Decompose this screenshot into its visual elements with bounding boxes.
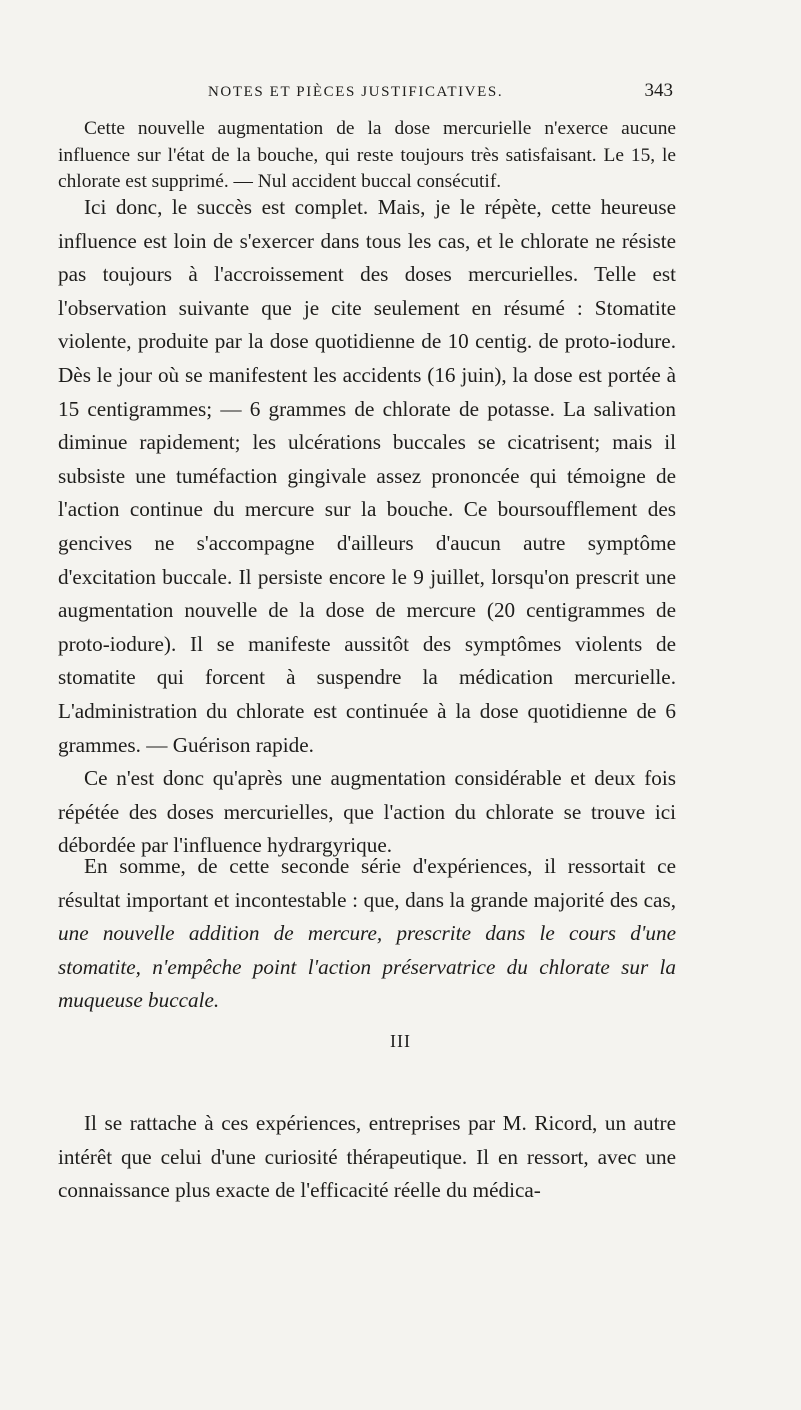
page-header	[208, 80, 673, 110]
paragraph-text: Ce n'est donc qu'après une augmentation considérable et deux fois répétée des doses mercurielles, que l'action du chlorate se trouve ici débordée par l'influence hydrargyrique.	[58, 766, 676, 858]
paragraph-text	[58, 850, 676, 1018]
conclusion-lead: En somme, de cette seconde série d'expériences, il ressortait ce résultat important et incontestable : que, dans la grande majorité des cas,	[58, 854, 676, 912]
paragraph-section-three	[58, 1107, 676, 1208]
section-number: III	[390, 1031, 411, 1051]
paragraph-conclusion	[58, 850, 676, 1018]
conclusion-italic: une nouvelle addition de mercure, prescrite dans le cours d'une stomatite, n'empêche point l'action préservatrice du chlorate sur la muqueuse buccale.	[58, 921, 676, 1013]
paragraph-text: Il se rattache à ces expériences, entreprises par M. Ricord, un autre intérêt que celui d'une curiosité thérapeutique. Il en ressort, avec une connaissance plus exacte de l'efficacité réelle du médica-	[58, 1111, 676, 1203]
page-number: 343	[644, 80, 673, 101]
running-head: NOTES ET PIÈCES JUSTIFICATIVES.	[208, 84, 504, 100]
paragraph-observation-end	[58, 116, 676, 196]
paragraph-text: Ici donc, le succès est complet. Mais, je le répète, cette heureuse influence est loin de s'exercer dans tous les cas, et le chlorate ne résiste pas toujours à l'accroissement des doses mercurielles. Telle est l'observation suivante que je cite seulement en résumé : Stomatite violente, produite par la dose quotidienne de 10 centig. de proto-iodure. Dès le jour où se manifestent les accidents (16 juin), la dose est portée à 15 centigrammes; — 6 grammes de chlorate de potasse. La salivation diminue rapidement; les ulcérations buccales se cicatrisent; mais il subsiste une tuméfaction gingivale assez prononcée qui témoigne de l'action continue du mercure sur la bouche. Ce boursoufflement des gencives ne s'accompagne d'ailleurs d'aucun autre symptôme d'excitation buccale. Il persiste encore le 9 juillet, lorsqu'on prescrit une augmentation nouvelle de la dose de mercure (20 centigrammes de proto-iodure). Il se manifeste aussitôt des symptômes violents de stomatite qui forcent à suspendre la médication mercurielle. L'administration du chlorate est continuée à la dose quotidienne de 6 grammes. — Guérison rapide.	[58, 195, 676, 757]
paragraph-second-observation	[58, 191, 676, 863]
paragraph-text: Cette nouvelle augmentation de la dose mercurielle n'exerce aucune influence sur l'état de la bouche, qui reste toujours très satisfaisant. Le 15, le chlorate est supprimé. — Nul accident buccal consécutif.	[58, 118, 676, 192]
